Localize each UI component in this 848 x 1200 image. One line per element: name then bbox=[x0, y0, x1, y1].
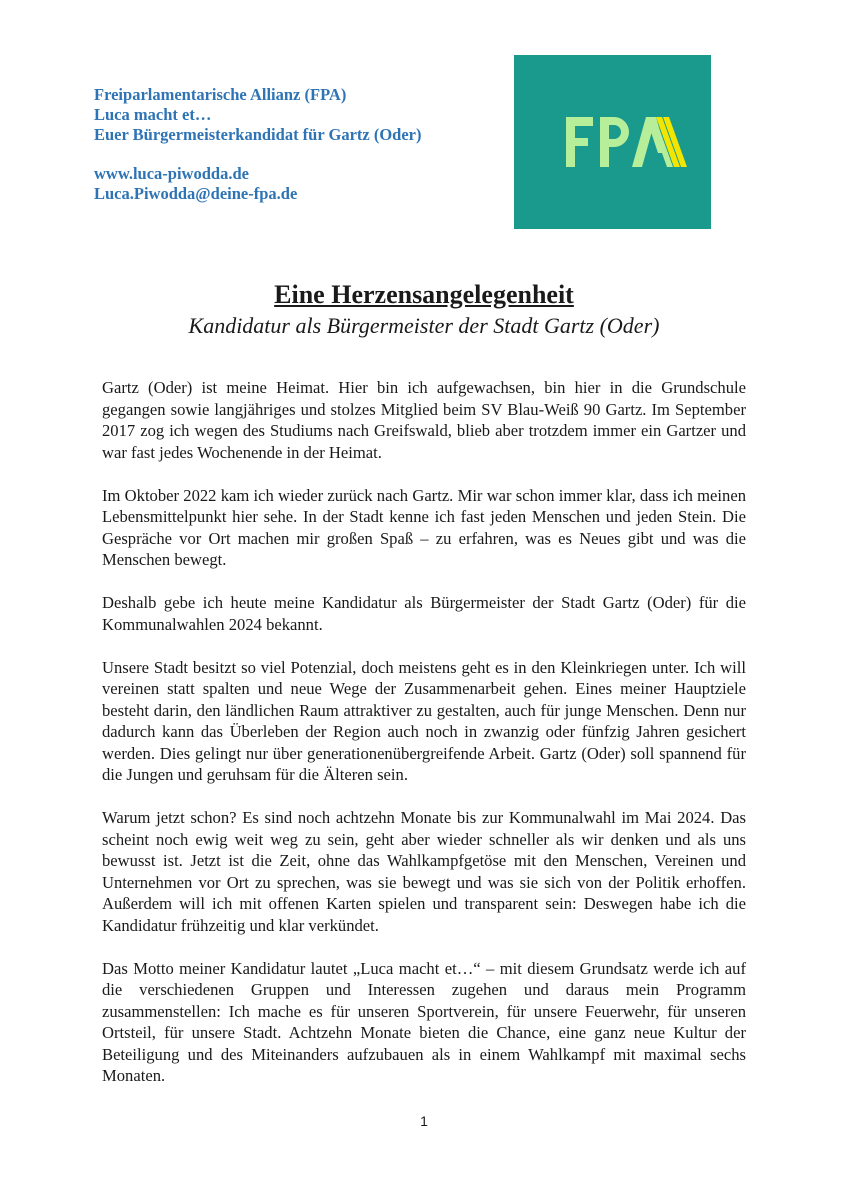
fpa-logo bbox=[514, 55, 711, 229]
campaign-slogan: Luca macht et… bbox=[94, 105, 212, 124]
paragraph: Gartz (Oder) ist meine Heimat. Hier bin ich aufgewachsen, bin hier in die Grundschule gegangen sowie langjähriges und stolzes Mitglied beim SV Blau-Weiß 90 Gartz. Im September 2017 zog ich wegen des Studiums nach Greifswald, blieb aber trotzdem immer ein Gartzer und war fast jedes Wochenende in der Heimat. bbox=[102, 378, 746, 462]
letterhead bbox=[94, 85, 494, 204]
paragraph: Das Motto meiner Kandidatur lautet „Luca macht et…“ – mit diesem Grundsatz werde ich auf die verschiedenen Gruppen und Interessen zugehen und daraus mein Programm zusammenstellen: Ich mache es für unseren Sportverein, für unsere Feuerwehr, für unseren Ortsteil, für unsere Stadt. Achtzehn Monate bieten die Chance, eine ganz neue Kultur der Beteiligung und des Miteinanders aufzubauen als in einem Wahlkampf mit maximal sechs Monaten. bbox=[102, 958, 746, 1085]
paragraph: Im Oktober 2022 kam ich wieder zurück nach Gartz. Mir war schon immer klar, dass ich meinen Lebensmittelpunkt hier sehe. In der Stadt kenne ich fast jeden Menschen und jeden Stein. Die Gespräche vor Ort machen mir großen Spaß – zu erfahren, was es Neues gibt und was die Menschen bewegt. bbox=[102, 485, 746, 569]
candidate-line: Euer Bürgermeisterkandidat für Gartz (Oder) bbox=[94, 125, 422, 144]
website-link[interactable]: www.luca-piwodda.de bbox=[94, 164, 249, 183]
email-link[interactable]: Luca.Piwodda@deine-fpa.de bbox=[94, 184, 298, 203]
document-title: Eine Herzensangelegenheit bbox=[274, 280, 574, 309]
paragraph: Deshalb gebe ich heute meine Kandidatur als Bürgermeister der Stadt Gartz (Oder) für die Kommunalwahlen 2024 bekannt. bbox=[102, 593, 746, 634]
fpa-logo-mark bbox=[514, 55, 711, 229]
page-number: 1 bbox=[420, 1113, 428, 1129]
paragraph: Unsere Stadt besitzt so viel Potenzial, doch meistens geht es in den Kleinkriegen unter. Ich will vereinen statt spalten und neue Wege der Zusammenarbeit gehen. Eines meiner Hauptziele besteht darin, den ländlichen Raum attraktiver zu gestalten, auch für junge Menschen. Denn nur dadurch kann das Überleben der Region auch noch in zwanzig oder fünfzig Jahren gesichert werden. Dies gelingt nur über generationenübergreifende Arbeit. Gartz (Oder) soll spannend für die Jungen und geruhsam für die Älteren sein. bbox=[102, 657, 746, 784]
document-subtitle: Kandidatur als Bürgermeister der Stadt Gartz (Oder) bbox=[188, 313, 660, 338]
document-body bbox=[102, 377, 746, 1108]
paragraph: Warum jetzt schon? Es sind noch achtzehn Monate bis zur Kommunalwahl im Mai 2024. Das scheint noch ewig weit weg zu sein, geht aber wieder schneller als wir denken und als uns bewusst ist. Jetzt ist die Zeit, ohne das Wahlkampfgetöse mit den Menschen, Vereinen und Unternehmen vor Ort zu sprechen, was sie bewegt und was sie sich von der Politik erhoffen. Außerdem will ich mit offenen Karten spielen und transparent sein: Deswegen habe ich die Kandidatur frühzeitig und klar verkündet. bbox=[102, 808, 746, 935]
party-name: Freiparlamentarische Allianz (FPA) bbox=[94, 85, 347, 104]
